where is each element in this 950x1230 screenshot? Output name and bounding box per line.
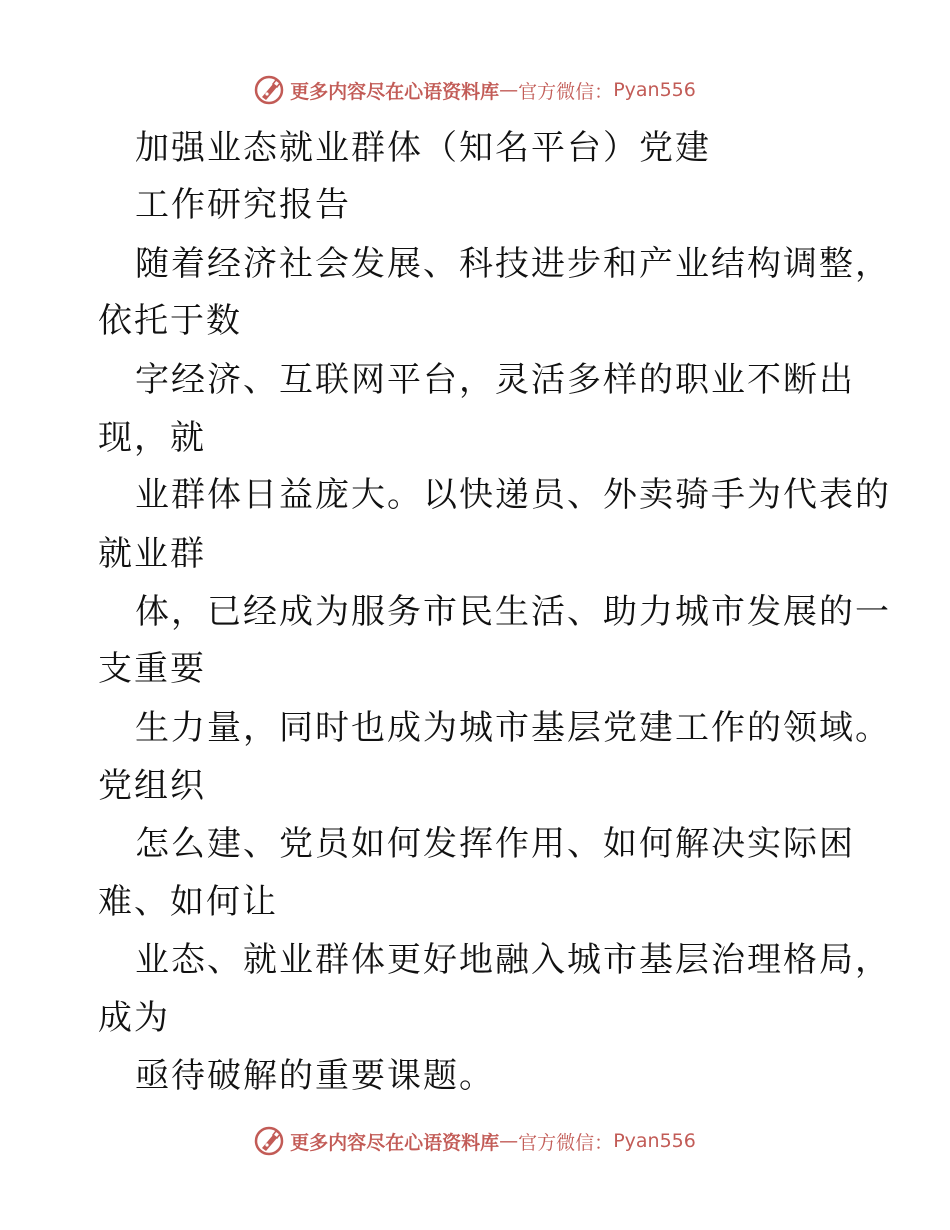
watermark-separator: — bbox=[499, 1130, 519, 1152]
paragraph-line: 成为 bbox=[98, 998, 170, 1038]
watermark-wechat-label: 官方微信： bbox=[518, 80, 614, 103]
watermark-brand: 更多内容尽在心语资料库 bbox=[290, 1131, 500, 1154]
footer-watermark bbox=[0, 1121, 950, 1161]
watermark-brand: 更多内容尽在心语资料库 bbox=[290, 80, 500, 103]
watermark-wechat-id: Pyan556 bbox=[613, 79, 696, 101]
document-title-line-2: 工作研究报告 bbox=[135, 185, 351, 225]
paragraph-line: 怎么建、党员如何发挥作用、如何解决实际困 bbox=[135, 824, 855, 864]
paragraph-line: 支重要 bbox=[98, 649, 206, 689]
pen-nib-seal-icon bbox=[254, 75, 284, 105]
paragraph-line: 生力量，同时也成为城市基层党建工作的领域。 bbox=[135, 708, 891, 748]
paragraph-line: 字经济、互联网平台，灵活多样的职业不断出 bbox=[135, 360, 855, 400]
watermark-wechat-id: Pyan556 bbox=[613, 1130, 696, 1152]
paragraph-line: 现，就 bbox=[98, 418, 206, 458]
watermark-wechat-label: 官方微信： bbox=[518, 1131, 614, 1154]
paragraph-line: 亟待破解的重要课题。 bbox=[135, 1056, 495, 1096]
document-title-line-1: 加强业态就业群体（知名平台）党建 bbox=[135, 128, 711, 168]
paragraph-line: 体，已经成为服务市民生活、助力城市发展的一 bbox=[135, 592, 891, 632]
paragraph-line: 难、如何让 bbox=[98, 882, 278, 922]
paragraph-line: 党组织 bbox=[98, 766, 206, 806]
paragraph-line: 随着经济社会发展、科技进步和产业结构调整， bbox=[135, 244, 891, 284]
header-watermark bbox=[0, 70, 950, 110]
watermark-separator: — bbox=[499, 79, 519, 101]
paragraph-line: 业态、就业群体更好地融入城市基层治理格局， bbox=[135, 940, 891, 980]
paragraph-line: 依托于数 bbox=[98, 301, 242, 341]
paragraph-line: 就业群 bbox=[98, 534, 206, 574]
pen-nib-seal-icon bbox=[254, 1126, 284, 1156]
paragraph-line: 业群体日益庞大。以快递员、外卖骑手为代表的 bbox=[135, 475, 891, 515]
